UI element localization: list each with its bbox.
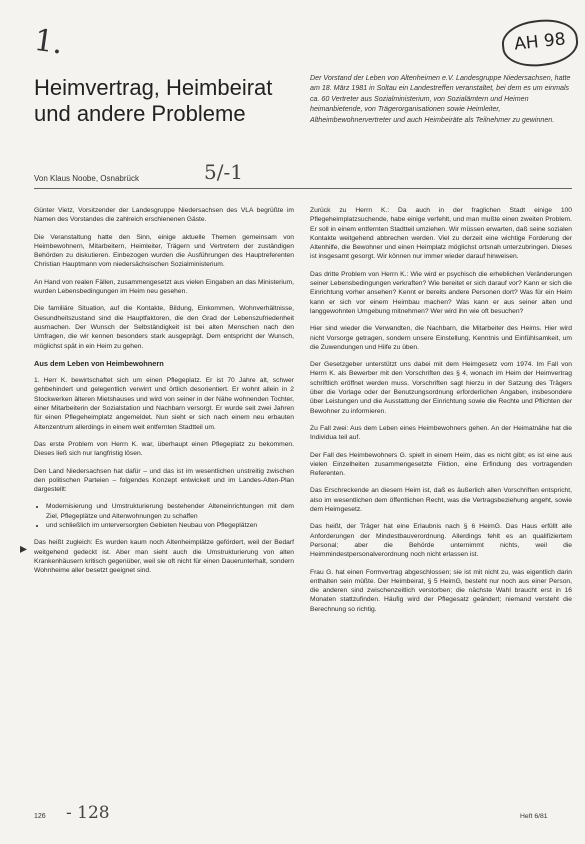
paragraph: Den Land Niedersachsen hat dafür – und das ist im wesentlichen unstreitig zwischen den politischen Parteien – folgendes Konzept entwickelt und im Landes-Alten-Plan dargestellt: — [34, 467, 294, 494]
article-title: Heimvertrag, Heimbeirat und andere Probleme — [34, 75, 273, 126]
paragraph: Das heißt, der Träger hat eine Erlaubnis nach § 6 HeimG. Das Haus erfüllt alle Anforderungen der Mindestbauverordnung. Allerdings fehlt es an qualifiziertem Personal; aber die Behörde unternimmt nichts, weil die Heimmindestpersonalverordnung noch nicht erlassen ist. — [310, 523, 572, 559]
paragraph: Zu Fall zwei: Aus dem Leben eines Heimbewohners gehen. An der Heimatnähe hat die Individua teil auf. — [310, 424, 572, 442]
paragraph: Der Fall des Heimbewohners G. spielt in einem Heim, das es nicht gibt; es ist eine aus vielen Einzelheiten zusammengesetzte Fiktion, eine Erfindung des vortragenden Referenten. — [310, 451, 572, 478]
right-column — [310, 206, 572, 812]
byline: Von Klaus Noobe, Osnabrück — [34, 174, 139, 183]
paragraph: Günter Vietz, Vorsitzender der Landesgruppe Niedersachsen des VLA begrüßte im Namen des Vorstandes die zahlreich erschienenen Gäste. — [34, 207, 294, 224]
list-item: • und schließlich im unterversorgten Gebieten Neubau von Pflegeplätzen — [46, 521, 294, 530]
handwritten-annotation: 5/-1 — [204, 160, 243, 184]
page-number: 126 — [34, 813, 46, 820]
section-heading: Aus dem Leben von Heimbewohnern — [34, 358, 164, 368]
paragraph: Frau G. hat einen Formvertrag abgeschlossen; sie ist mit nicht zu, was eigentlich darin enthalten sein müßte. Der Heimbeirat, § 5 HeimG, besteht nur noch aus einer Person, die anderen sind zwischenzeitlich verstorben; die nächste Wahl braucht erst in 16 Monaten stattzufinden. Häufig wird der Pflegesatz geändert; niemand versteht die Berechnung so richtig. — [310, 568, 572, 613]
paragraph: An Hand von realen Fällen, zusammengesetzt aus vielen Eingaben an das Ministerium, wurden Lebensbedingungen im Heim neu gesehen. — [34, 278, 294, 296]
paragraph: Das dritte Problem von Herrn K.: Wie wird er psychisch die erheblichen Veränderungen seiner Lebensbedingungen verkraften? Wie bereitet er sich darauf vor? Kann er sich die Einrichtung vorher ansehen? Kennt er bereits andere Personen dort? Was für ein Heim kann er sich vor einem Heimbau machen? Was kann er aus seiner alten und langgewohnten Umgebung mitnehmen? Wer wird ihn wie oft besuchen? — [310, 270, 572, 315]
paragraph: Das erste Problem von Herrn K. war, überhaupt einen Pflegeplatz zu bekommen. Dieses ließ sich nur langfristig lösen. — [34, 440, 294, 458]
paragraph: Der Gesetzgeber unterstützt uns dabei mit dem Heimgesetz vom 1974. Im Fall von Herrn K. als Bewerber mit den Vorschriften des § 4, wonach im Heim der Heimvertrag schriftlich eröffnet werden muss. Vorschriften sagt hierzu in der Satzung des Trägers über die Vorlage oder der Benutzungsordnung erforderlichen Angaben, insbesondere über Leistungen und die Ausstattung der Einrichtung sowie die Rechte und Pflichten der Bewohner zu informieren. — [310, 361, 572, 415]
paragraph: Die familiäre Situation, auf die Kontakte, Bildung, Einkommen, Wohnverhältnisse, Gesundheitszustand sind die Hauptfaktoren, die den Grad der Lebenszufriedenheit ausmachen. Der Wunsch der Selbständigkeit ist bei alten Menschen nach den Umfragen, die wir kennen besonders stark ausgeprägt. Dem entspricht der Wunsch, möglichst spät in ein Heim zu gehen. — [34, 305, 294, 350]
header-divider — [34, 188, 572, 189]
archive-stamp: AH 98 — [500, 16, 580, 70]
paragraph: Das heißt zugleich: Es wurden kaum noch Altenheimplätze gefördert, weil der Bedarf weitgehend gedeckt ist. Aber man sieht auch die Umstrukturierung von alten Krankenhäusern kritisch gegenüber, weil sie oft nicht für einen Dauerunterhalt, sondern Wohnheime aller besetzt geeignet sind. — [34, 539, 294, 575]
handwritten-page-annotation: - 128 — [66, 803, 110, 823]
list-item: • Modernisierung und Umstrukturierung bestehender Alteneinrichtungen mit dem Ziel, Pflegeplätze und Altenwohnungen zu schaffen — [46, 502, 294, 521]
handwritten-mark: 1. — [32, 22, 66, 62]
margin-arrow-icon: ▸ — [20, 540, 28, 556]
paragraph: Die Veranstaltung hatte den Sinn, einige aktuelle Themen gemeinsam von Heimbewohnern, Mitarbeitern, Heimleiter, Trägern und Vertretern der zuständigen Behörden zu diskutieren. Einbezogen wurden die Ausführungen des Hauptreferenten Christian Hauptmann vom niedersächsischen Sozialministerium. — [34, 233, 294, 269]
paragraph: 1. Herr K. bewirtschaftet sich um einen Pflegeplatz. Er ist 70 Jahre alt, schwer gehbehindert und gelegentlich verwirrt und örtlich desorientiert. Er wohnt allein in 2 Stockwerken älteren Mietshauses und wird von seiner in der Nähe wohnenden Tochter, einer Mitarbeiterin der Sozialstation und Nachbarn versorgt. Er wurde seit zwei Jahren für einen Pflegeheimplatz angemeldet. Nun sieht er sich nach einem neu erbauten Altenzentrum allerdings in einem weit entfernten Stadtteil um. — [34, 377, 294, 431]
left-column — [34, 206, 294, 812]
paragraph: Hier sind wieder die Verwandten, die Nachbarn, die Mitarbeiter des Heims. Hier wird nicht Vorsorge getragen, sondern unsere Einstellung, Kenntnis und Einfühlsamkeit, um die Zuwendungen und Hilfe zu üben. — [310, 325, 572, 351]
concept-list — [34, 502, 294, 530]
intro-text: Der Vorstand der Leben von Altenheimen e.V. Landesgruppe Niedersachsen, hatte am 18. März 1981 in Soltau ein Landestreffen veranstaltet, bei dem es um einmals ca. 60 Vertreter aus Sozialministerium, von Sozialämtern und Heimen heimanbietende, von Trägerorganisationen sowie Heimleiter, Altheimbewohnervertreter und auch Heimbeiräte als Teilnehmer zu gewinnen. — [310, 74, 571, 124]
paragraph: Zurück zu Herrn K.: Da auch in der fraglichen Stadt einige 100 Pflegeheimplatzsuchende, habe einige verfehlt, und man mußte einen zweiten Problem. Er soll in einem entfernten Stadtteil umziehen. Wir müssen erwarten, daß seine sozialen Kontakte weitgehend abbrechen werden. Viel zu derzeit eine wichtige Forderung der Altenhilfe, die Bewohner und einen Heimplatz möglichst ortsnah unterzubringen. Dieses ist insgesamt gesorgt. Wir können nur immer wieder darauf hinweisen. — [310, 207, 572, 261]
paragraph: Das Erschreckende an diesem Heim ist, daß es äußerlich allen Vorschriften entspricht, also im wesentlichen dem öffentlichen Recht, was die Vertragsbeziehung angeht, sowie dem Heimgesetz. — [310, 487, 572, 514]
issue-label: Heft 6/81 — [520, 813, 548, 820]
